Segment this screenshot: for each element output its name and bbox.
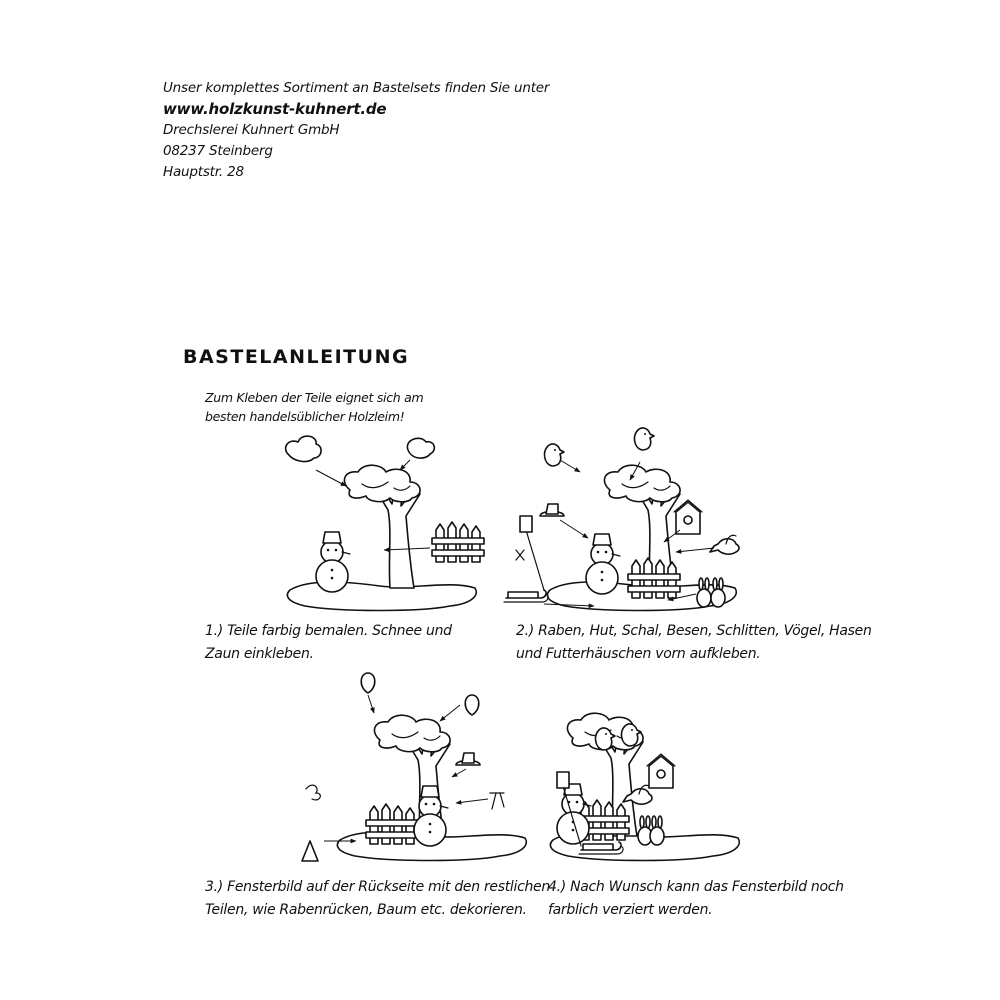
contact-intro: Unser komplettes Sortiment an Bastelsets finden Sie unter bbox=[163, 80, 550, 96]
window-picture-step-3-icon bbox=[290, 665, 520, 870]
window-picture-step-4-icon bbox=[545, 690, 685, 870]
step-line: 4.) Nach Wunsch kann das Fensterbild noch bbox=[548, 879, 844, 895]
company-name: Drechslerei Kuhnert GmbH bbox=[163, 122, 340, 138]
step-line: farblich verziert werden. bbox=[548, 902, 713, 918]
step-line: Teilen, wie Rabenrücken, Baum etc. dekorieren. bbox=[205, 902, 527, 918]
step-4-text bbox=[548, 876, 844, 922]
window-picture-step-1-icon bbox=[280, 430, 480, 620]
company-city: 08237 Steinberg bbox=[163, 143, 273, 159]
glue-note-line: besten handelsüblicher Holzleim! bbox=[205, 409, 405, 424]
step-3-text bbox=[205, 876, 550, 922]
step-2-text bbox=[516, 620, 872, 666]
website-link[interactable]: www.holzkunst-kuhnert.de bbox=[163, 100, 387, 118]
step-line: und Futterhäuschen vorn aufkleben. bbox=[516, 646, 761, 662]
step-1-text bbox=[205, 620, 452, 666]
company-street: Hauptstr. 28 bbox=[163, 164, 244, 180]
page-title: BASTELANLEITUNG bbox=[183, 346, 410, 368]
contact-block bbox=[163, 78, 549, 183]
step-line: 1.) Teile farbig bemalen. Schnee und bbox=[205, 623, 452, 639]
glue-note bbox=[205, 388, 425, 426]
glue-note-line: Zum Kleben der Teile eignet sich am bbox=[205, 390, 424, 405]
window-picture-step-2-icon bbox=[500, 420, 750, 620]
step-line: Zaun einkleben. bbox=[205, 646, 314, 662]
step-line: 3.) Fensterbild auf der Rückseite mit den restlichen bbox=[205, 879, 550, 895]
step-line: 2.) Raben, Hut, Schal, Besen, Schlitten, Vögel, Hasen bbox=[516, 623, 872, 639]
